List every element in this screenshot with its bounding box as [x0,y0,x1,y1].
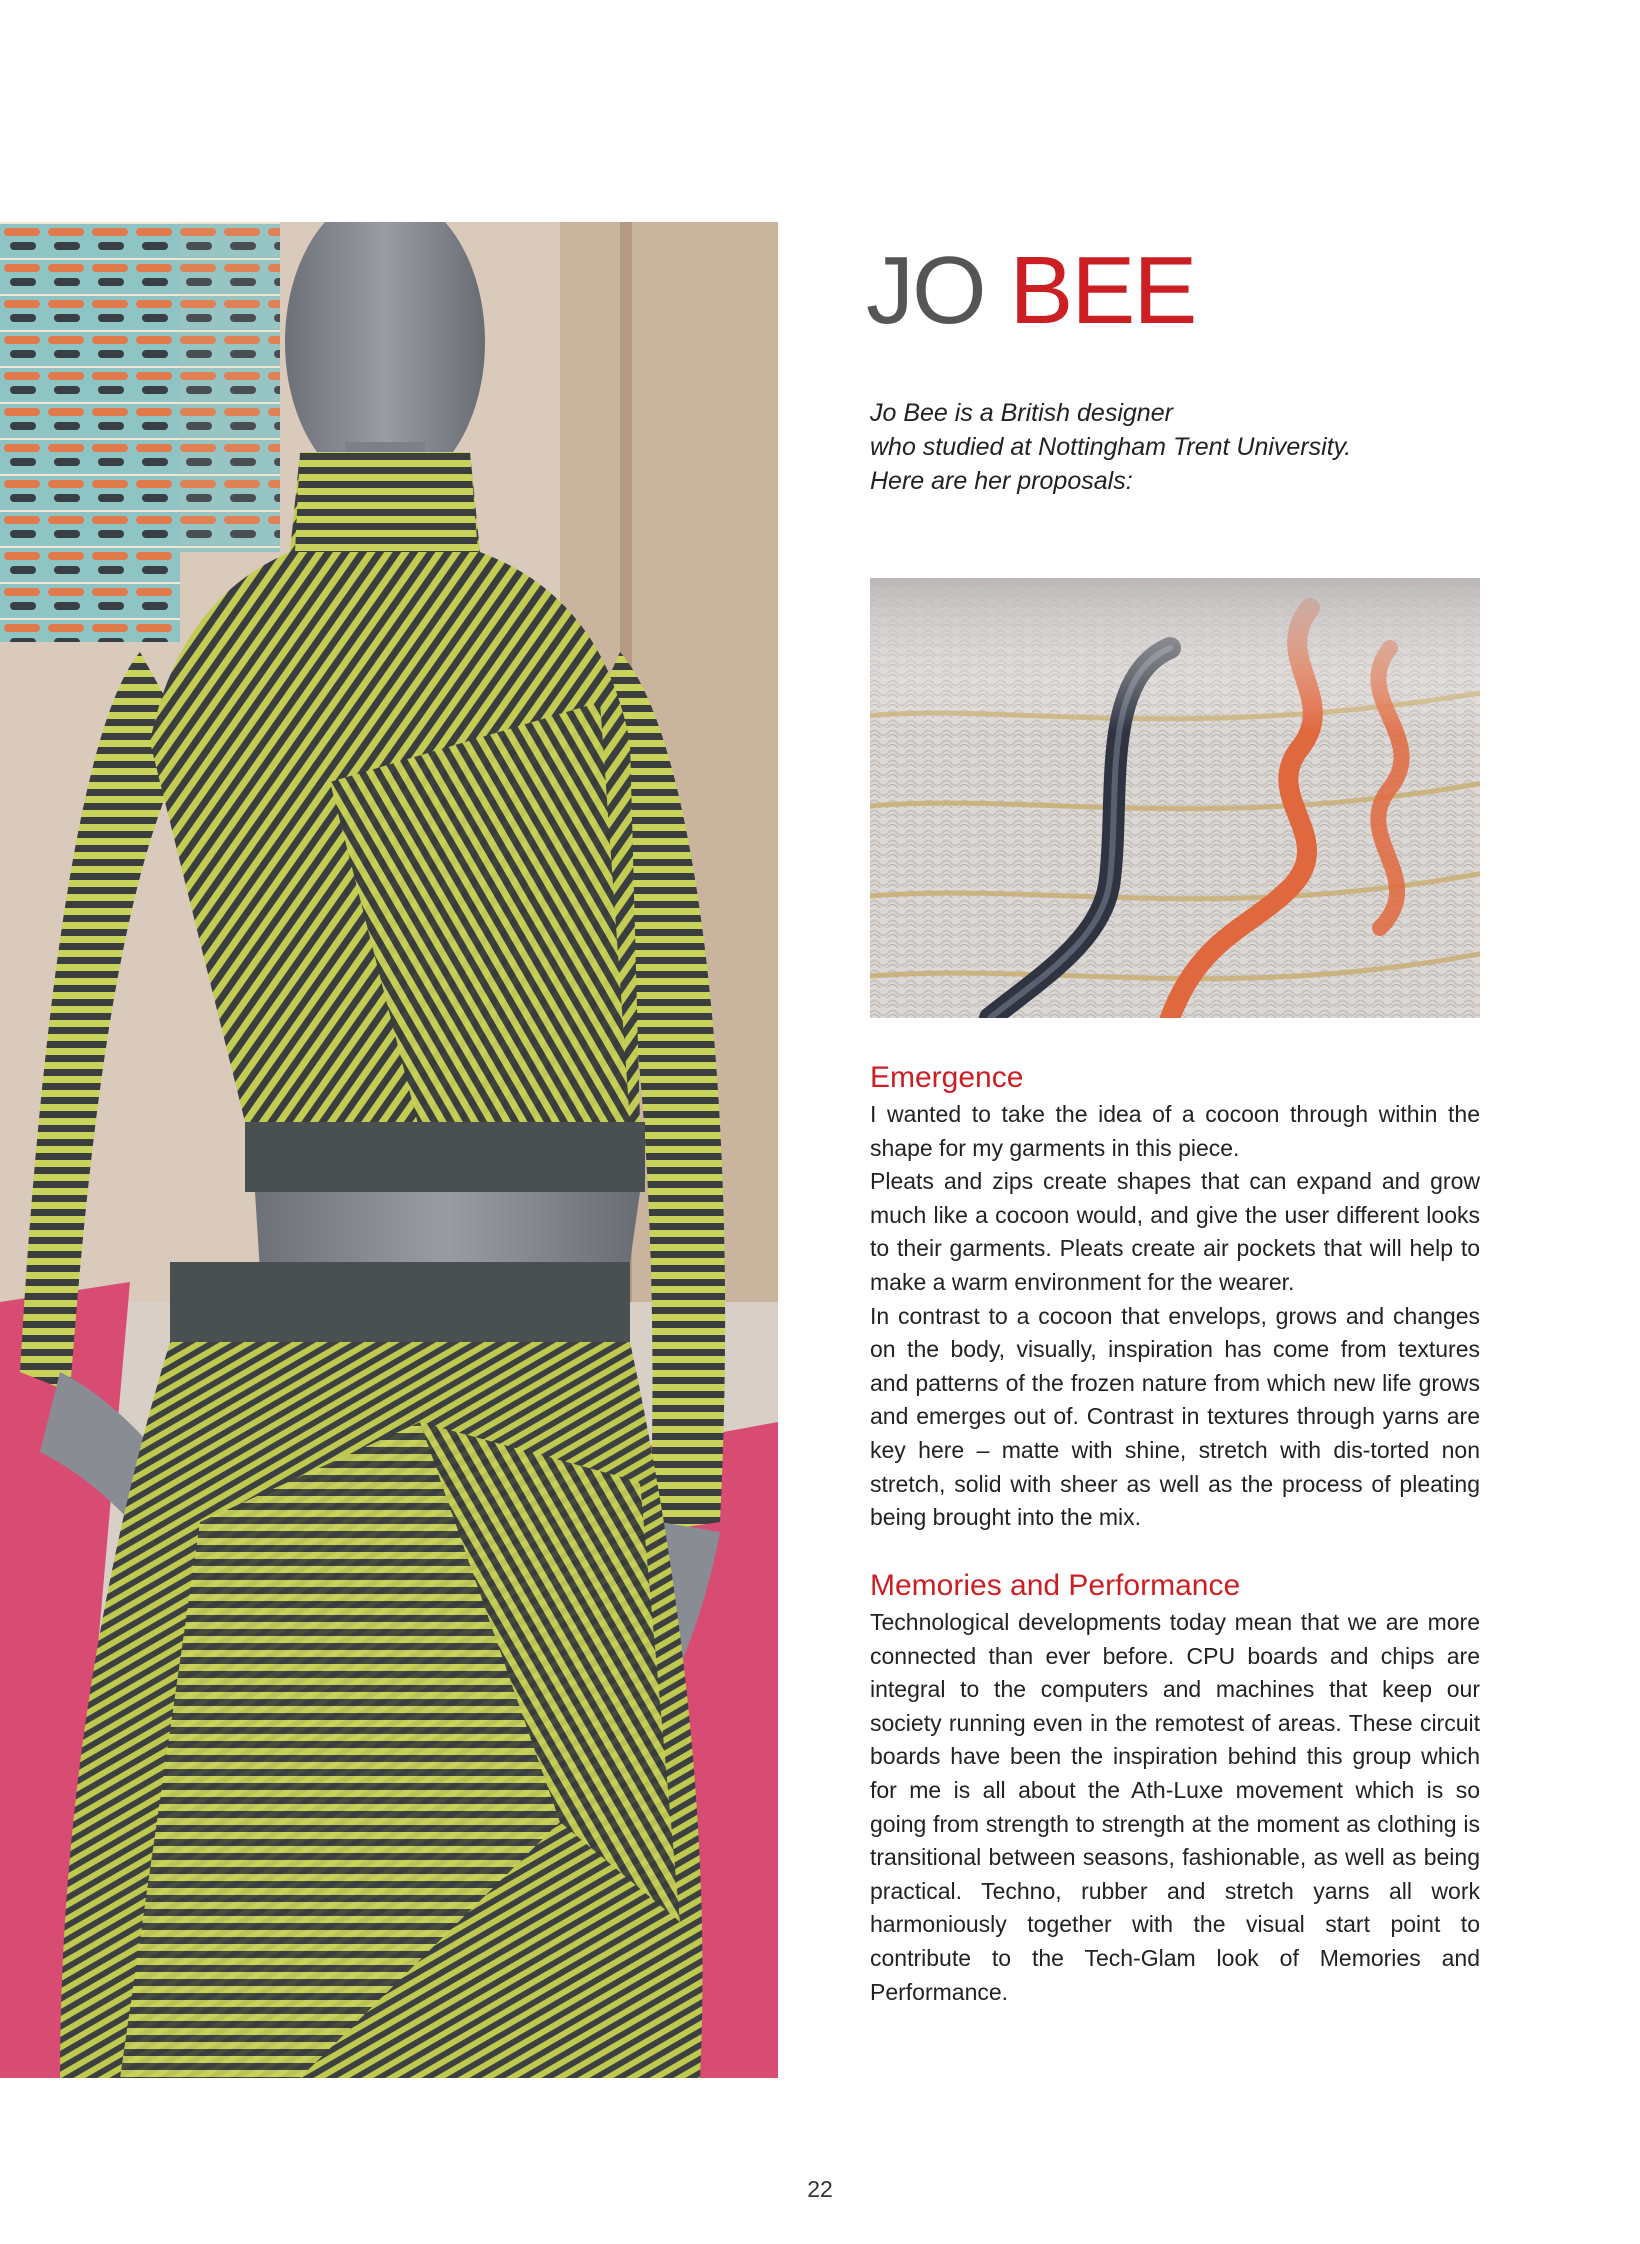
intro-line: who studied at Nottingham Trent University. [870,433,1352,461]
paragraph: I wanted to take the idea of a cocoon through within the shape for my garments in this piece. [870,1101,1480,1161]
intro-line: Here are her proposals: [870,467,1133,495]
title-first-word: JO [866,237,985,344]
intro-text [870,396,1490,498]
paragraph: Pleats and zips create shapes that can expand and grow much like a cocoon would, and give the user different looks to their garments. Pleats create air pockets that will help to make a warm environment for the wearer. [870,1168,1480,1295]
paragraph: Technological developments today mean that we are more connected than ever before. CPU boards and chips are integral to the computers and machines that keep our society running even in the remotest of areas. These circuit boards have been the inspiration behind this group which for me is all about the Ath-Luxe movement which is so going from strength to strength at the moment as clothing is transitional between seasons, fashionable, as well as being practical. Techno, rubber and stretch yarns all work harmoniously together with the visual start point to contribute to the Tech-Glam look of Memories and Performance. [870,1609,1480,2005]
section-heading-memories-and-performance: Memories and Performance [870,1569,1241,1602]
paragraph: In contrast to a cocoon that envelops, grows and changes on the body, visually, inspiration has come from textures and patterns of the frozen nature from which new life grows and emerges out of. Contrast in textures through yarns are key here – matte with shine, stretch with dis-torted non stretch, solid with sheer as well as the process of pleating being brought into the mix. [870,1302,1480,1531]
page-title [866,236,1195,346]
mannequin-knit-dress-illustration [0,222,778,2078]
fabric-detail-photo [870,578,1480,1018]
section-heading-emergence: Emergence [870,1061,1024,1094]
section-body-emergence [870,1098,1480,1535]
title-accent-word: BEE [1009,237,1196,344]
page-number: 22 [807,2176,833,2202]
knitted-fabric-closeup-illustration [870,578,1480,1018]
intro-line: Jo Bee is a British designer [870,399,1173,427]
section-body-memories-and-performance [870,1606,1480,2009]
garment-photo [0,222,778,2078]
